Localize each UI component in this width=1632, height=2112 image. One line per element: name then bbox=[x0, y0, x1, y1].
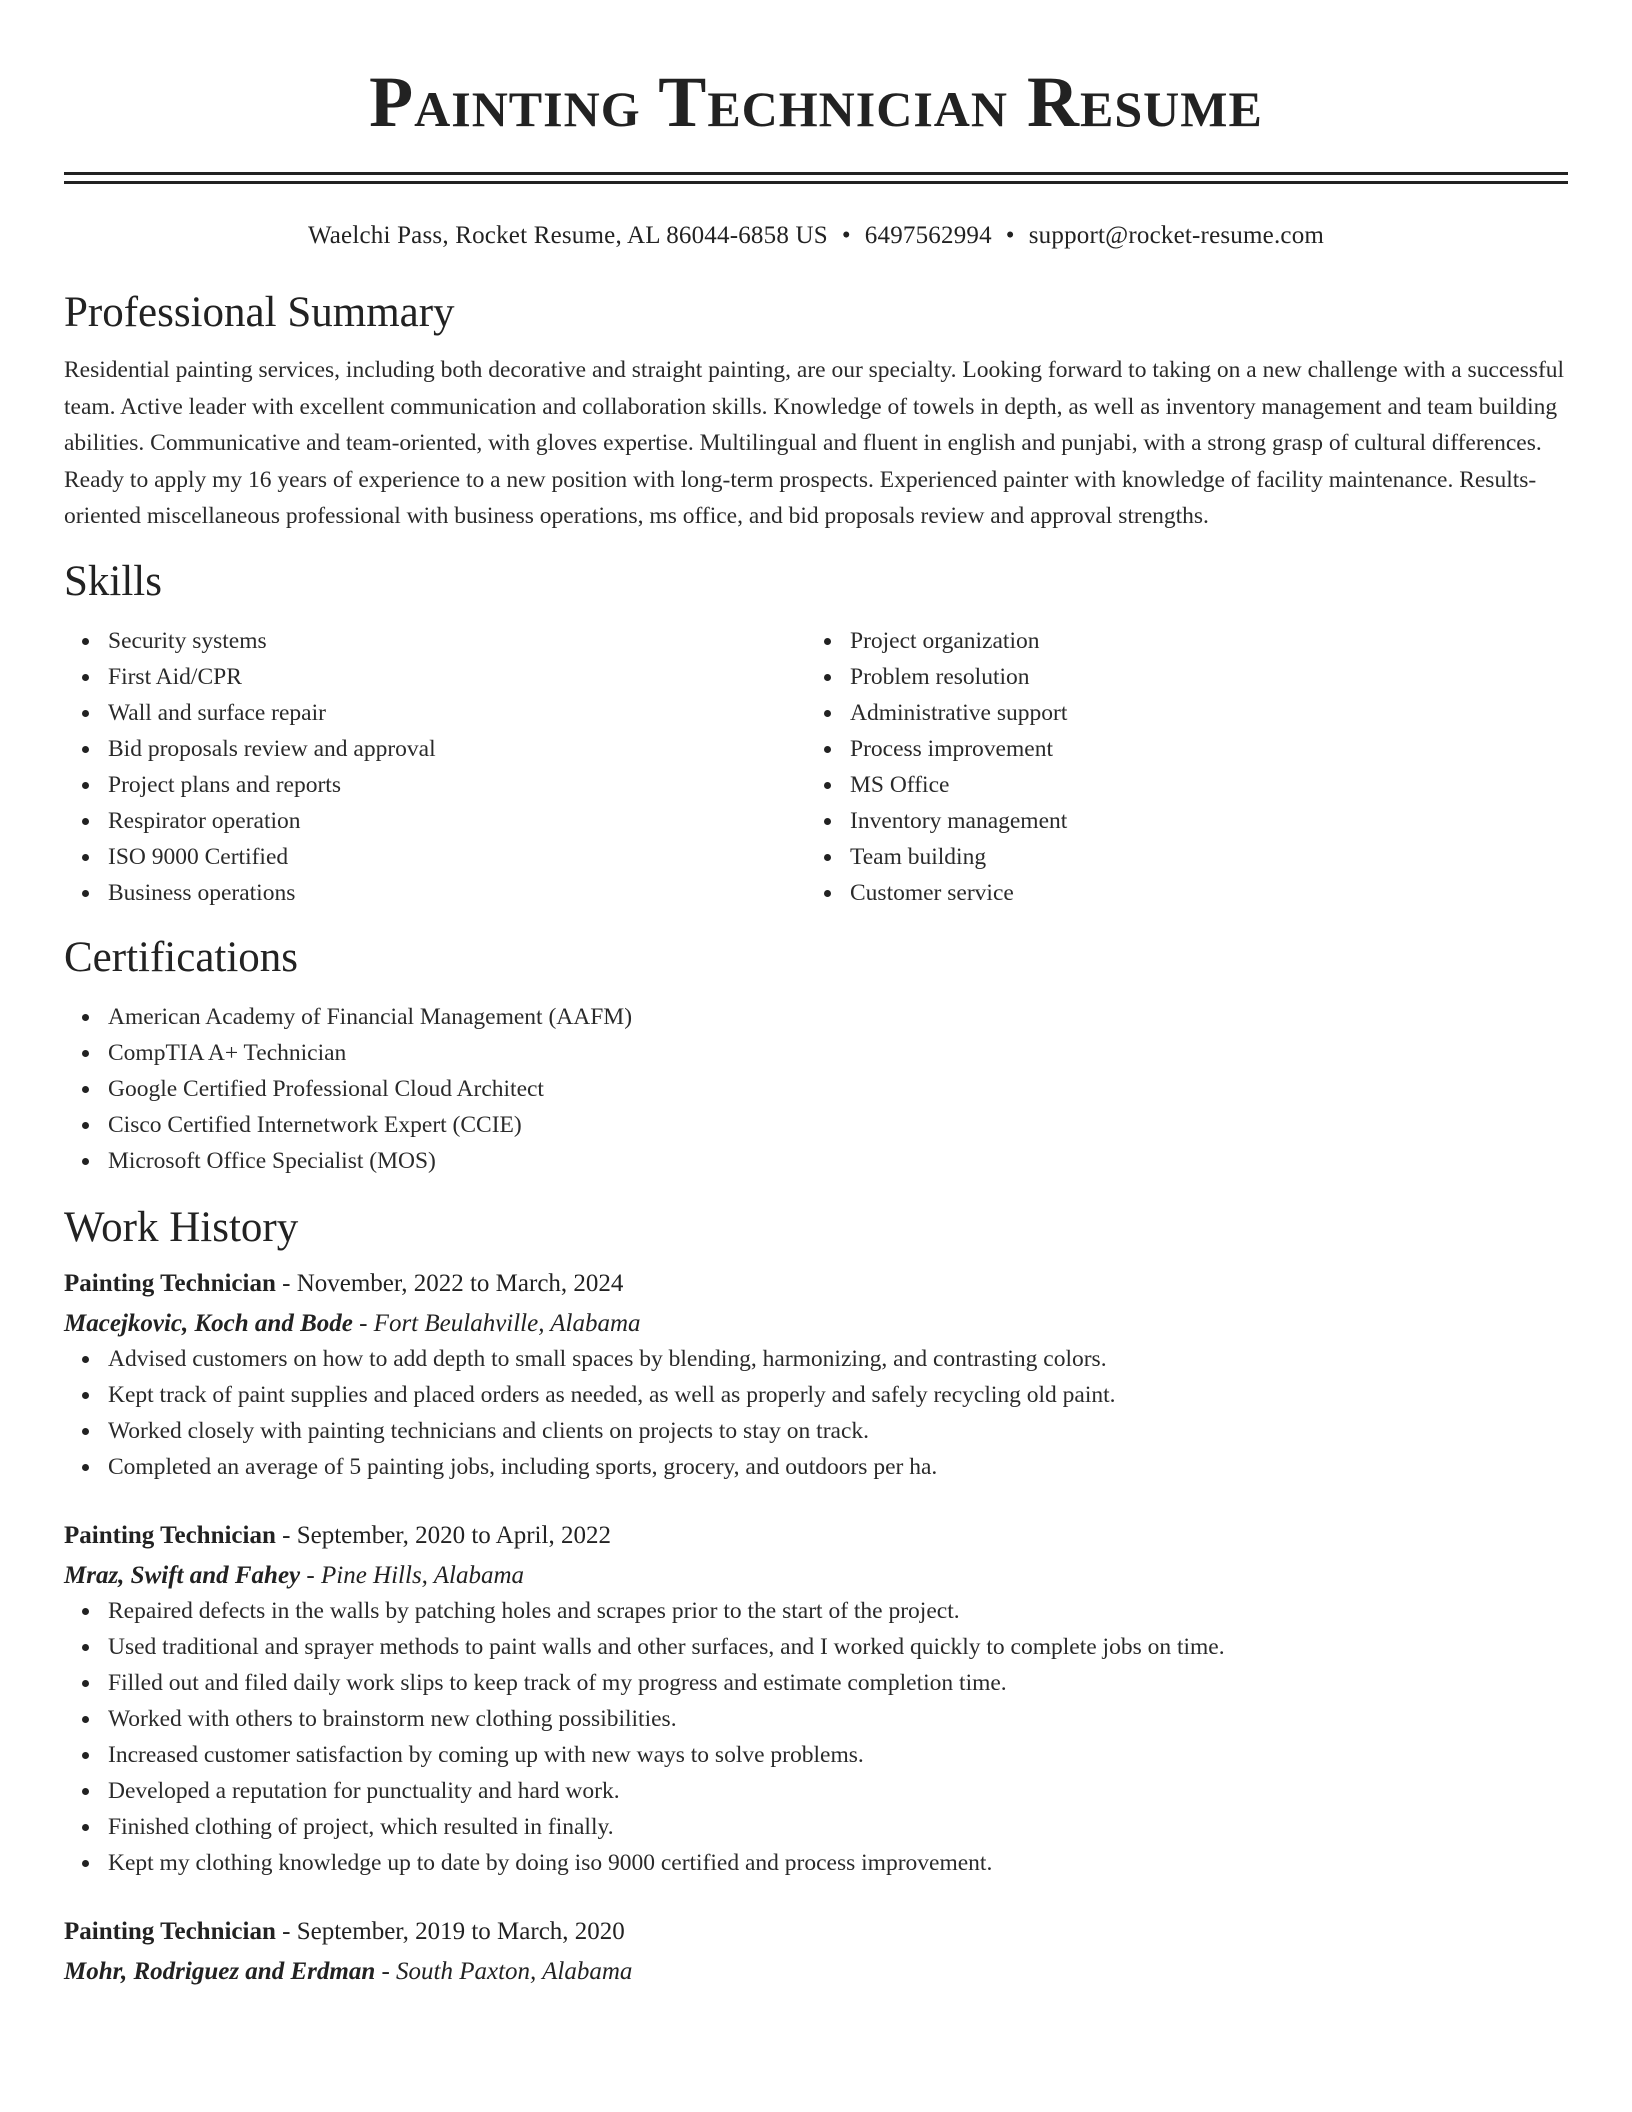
job-dates: - November, 2022 to March, 2024 bbox=[275, 1269, 624, 1297]
job-bullet: Repaired defects in the walls by patching holes and scrapes prior to the start of the project. bbox=[108, 1593, 1568, 1629]
contact-address: Waelchi Pass, Rocket Resume, AL 86044-6858 US bbox=[307, 222, 828, 249]
job-dates: - September, 2019 to March, 2020 bbox=[275, 1917, 625, 1945]
skill-item: MS Office bbox=[850, 767, 1548, 803]
job-bullet: Worked with others to brainstorm new clothing possibilities. bbox=[108, 1701, 1568, 1737]
job-company-line bbox=[64, 1307, 1568, 1341]
certifications-list bbox=[64, 999, 1568, 1179]
summary-text: Residential painting services, including both decorative and straight painting, are our specialty. Looking forward to taking on a new challenge with a successful team. Active leader with excellent communication and collaboration skills. Knowledge of towels in depth, as well as inventory management and team building abilities. Communicative and team-oriented, with gloves expertise. Multilingual and fluent in english and punjabi, with a strong grasp of cultural differences. Ready to apply my 16 years of experience to a new position with long-term prospects. Experienced painter with knowledge of facility maintenance. Results-oriented miscellaneous professional with business operations, ms office, and bid proposals review and approval strengths. bbox=[64, 357, 1565, 529]
job-entry bbox=[64, 1915, 1568, 1989]
skill-item: Inventory management bbox=[850, 803, 1548, 839]
job-bullet: Kept my clothing knowledge up to date by doing iso 9000 certified and process improvement. bbox=[108, 1845, 1568, 1881]
contact-separator: • bbox=[841, 222, 851, 249]
skill-item: Process improvement bbox=[850, 731, 1548, 767]
certification-item: CompTIA A+ Technician bbox=[108, 1035, 1568, 1071]
skill-item: First Aid/CPR bbox=[108, 659, 806, 695]
contact-phone: 6497562994 bbox=[864, 222, 992, 249]
skills-heading: Skills bbox=[64, 557, 162, 605]
job-bullet: Used traditional and sprayer methods to paint walls and other surfaces, and I worked quickly to complete jobs on time. bbox=[108, 1629, 1568, 1665]
skill-item: Problem resolution bbox=[850, 659, 1548, 695]
job-bullets bbox=[64, 1593, 1568, 1881]
skills-list-left bbox=[64, 623, 806, 911]
skill-item: Respirator operation bbox=[108, 803, 806, 839]
job-bullet: Filled out and filed daily work slips to keep track of my progress and estimate completion time. bbox=[108, 1665, 1568, 1701]
job-location: - Pine Hills, Alabama bbox=[300, 1561, 524, 1589]
job-bullets bbox=[64, 1341, 1568, 1485]
skill-item: Project organization bbox=[850, 623, 1548, 659]
job-company: Mraz, Swift and Fahey bbox=[64, 1561, 301, 1589]
work-history-section bbox=[64, 1201, 1568, 1989]
certification-item: Cisco Certified Internetwork Expert (CCIE) bbox=[108, 1107, 1568, 1143]
certification-item: Google Certified Professional Cloud Architect bbox=[108, 1071, 1568, 1107]
job-entry bbox=[64, 1519, 1568, 1881]
skill-item: ISO 9000 Certified bbox=[108, 839, 806, 875]
skills-section bbox=[64, 555, 1568, 911]
skills-column-left bbox=[64, 623, 806, 911]
job-title: Painting Technician bbox=[64, 1917, 276, 1945]
job-location: - Fort Beulahville, Alabama bbox=[352, 1309, 641, 1337]
job-company-line bbox=[64, 1955, 1568, 1989]
job-company: Mohr, Rodriguez and Erdman bbox=[64, 1957, 376, 1985]
work-history-heading: Work History bbox=[64, 1203, 299, 1251]
skill-item: Project plans and reports bbox=[108, 767, 806, 803]
job-bullet: Increased customer satisfaction by coming up with new ways to solve problems. bbox=[108, 1737, 1568, 1773]
skills-list-right bbox=[806, 623, 1548, 911]
skill-item: Administrative support bbox=[850, 695, 1548, 731]
skill-item: Business operations bbox=[108, 875, 806, 911]
job-title-line bbox=[64, 1519, 1568, 1553]
certifications-heading: Certifications bbox=[64, 933, 299, 981]
contact-separator: • bbox=[1005, 222, 1015, 249]
skill-item: Bid proposals review and approval bbox=[108, 731, 806, 767]
certification-item: American Academy of Financial Management (AAFM) bbox=[108, 999, 1568, 1035]
job-bullet: Worked closely with painting technicians and clients on projects to stay on track. bbox=[108, 1413, 1568, 1449]
summary-section bbox=[64, 286, 1568, 535]
job-bullet: Kept track of paint supplies and placed orders as needed, as well as properly and safely recycling old paint. bbox=[108, 1377, 1568, 1413]
job-bullet: Advised customers on how to add depth to small spaces by blending, harmonizing, and contrasting colors. bbox=[108, 1341, 1568, 1377]
job-bullet: Developed a reputation for punctuality and hard work. bbox=[108, 1773, 1568, 1809]
contact-line bbox=[64, 220, 1568, 252]
job-title-line bbox=[64, 1915, 1568, 1949]
certification-item: Microsoft Office Specialist (MOS) bbox=[108, 1143, 1568, 1179]
job-company-line bbox=[64, 1559, 1568, 1593]
job-entry bbox=[64, 1267, 1568, 1485]
skills-column-right bbox=[806, 623, 1548, 911]
certifications-section bbox=[64, 931, 1568, 1179]
skill-item: Security systems bbox=[108, 623, 806, 659]
resume-title: Painting Technician Resume bbox=[369, 62, 1263, 142]
job-title: Painting Technician bbox=[64, 1269, 276, 1297]
job-location: - South Paxton, Alabama bbox=[375, 1957, 633, 1985]
job-dates: - September, 2020 to April, 2022 bbox=[275, 1521, 611, 1549]
skill-item: Team building bbox=[850, 839, 1548, 875]
job-bullet: Finished clothing of project, which resulted in finally. bbox=[108, 1809, 1568, 1845]
job-title: Painting Technician bbox=[64, 1521, 276, 1549]
job-title-line bbox=[64, 1267, 1568, 1301]
skill-item: Customer service bbox=[850, 875, 1548, 911]
job-company: Macejkovic, Koch and Bode bbox=[64, 1309, 353, 1337]
title-divider bbox=[64, 172, 1568, 184]
summary-heading: Professional Summary bbox=[64, 289, 455, 336]
skills-grid bbox=[64, 623, 1568, 911]
job-bullet: Completed an average of 5 painting jobs, including sports, grocery, and outdoors per ha. bbox=[108, 1449, 1568, 1485]
contact-email: support@rocket-resume.com bbox=[1028, 222, 1325, 249]
skill-item: Wall and surface repair bbox=[108, 695, 806, 731]
